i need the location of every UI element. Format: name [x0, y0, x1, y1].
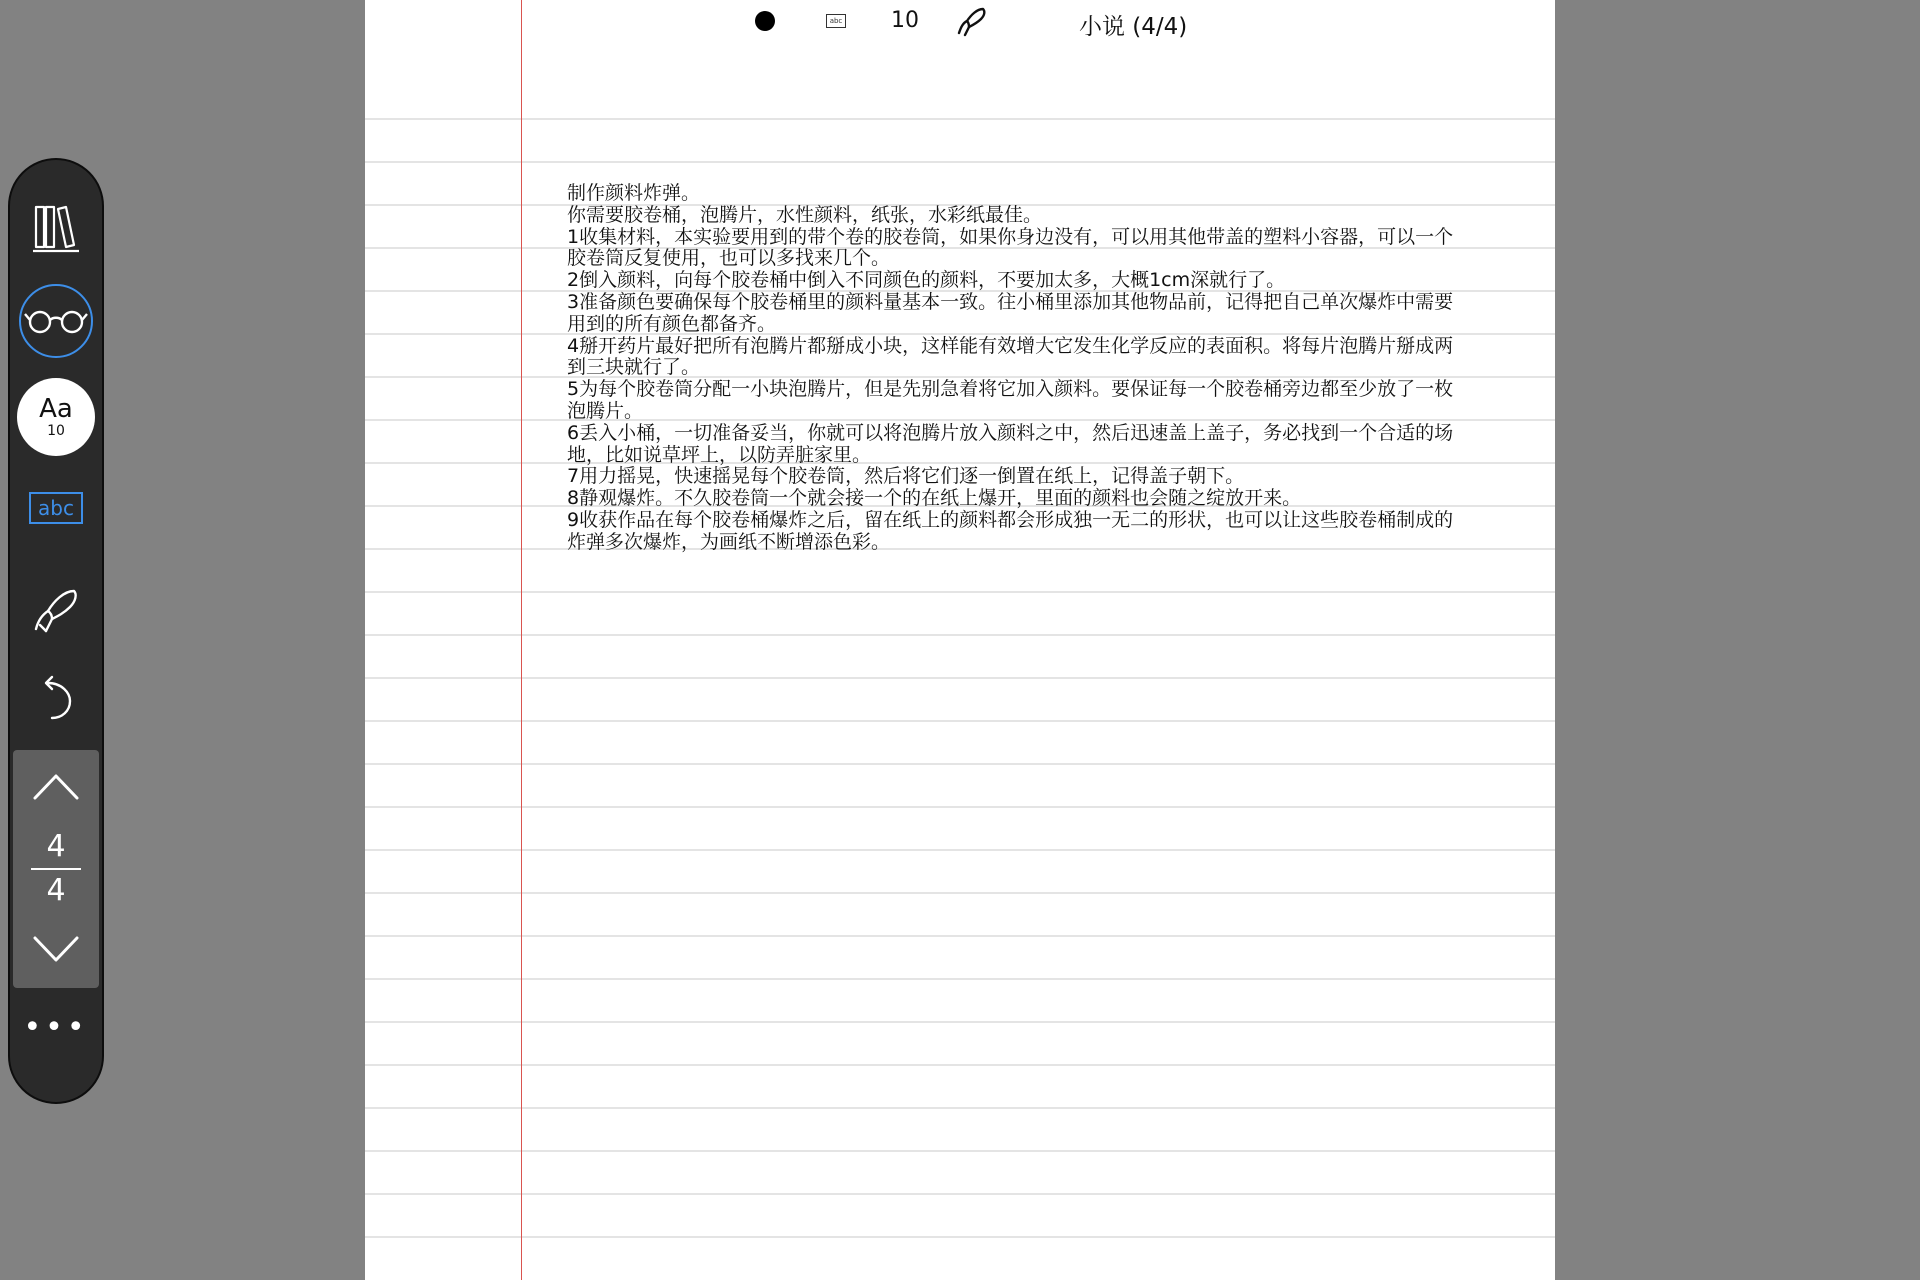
text-line: 到三块就行了。: [567, 356, 701, 379]
font-size-button[interactable]: [17, 378, 95, 456]
undo-button[interactable]: [26, 668, 86, 728]
text-line: 3准备颜色要确保每个胶卷桶里的颜料量基本一致。往小桶里添加其他物品前，记得把自己单次爆炸中需要: [567, 290, 1454, 313]
text-line: 泡腾片。: [567, 399, 644, 422]
margin-line: [521, 0, 522, 1280]
text-line: 5为每个胶卷筒分配一小块泡腾片，但是先别急着将它加入颜料。要保证每一个胶卷桶旁边都至少放了一枚: [567, 378, 1454, 401]
glasses-icon: [24, 306, 88, 336]
text-line: 制作颜料炸弹。: [567, 182, 701, 204]
text-line: 8静观爆炸。不久胶卷筒一个就会接一个的在纸上爆开，里面的颜料也会随之绽放开来。: [567, 487, 1302, 510]
pen-tool-button[interactable]: [26, 580, 86, 640]
current-page: 4: [46, 829, 66, 864]
text-line: 9收获作品在每个胶卷桶爆炸之后，留在纸上的颜料都会形成独一无二的形状，也可以让这些胶卷桶制成的: [567, 508, 1454, 531]
total-pages: 4: [46, 873, 66, 908]
font-size-status: 10: [891, 8, 919, 33]
spellcheck-button[interactable]: abc: [29, 492, 83, 524]
status-dot-icon: [755, 11, 775, 31]
font-size-label: Aa: [39, 394, 73, 424]
text-line: 你需要胶卷桶，泡腾片，水性颜料，纸张，水彩纸最佳。: [567, 203, 1043, 226]
text-line: 胶卷筒反复使用，也可以多找来几个。: [567, 247, 891, 270]
text-line: 用到的所有颜色都备齐。: [567, 312, 777, 335]
pen-icon: [30, 585, 82, 635]
status-bar: [365, 0, 1555, 44]
pen-status-icon: [955, 5, 989, 37]
page-navigator: [13, 750, 99, 988]
text-line: 7用力摇晃，快速摇晃每个胶卷筒，然后将它们逐一倒置在纸上，记得盖子朝下。: [567, 465, 1245, 488]
page-up-button[interactable]: [31, 768, 81, 808]
text-line: 炸弹多次爆炸，为画纸不断增添色彩。: [567, 530, 891, 553]
library-icon: [30, 201, 82, 255]
text-line: 6丢入小桶，一切准备妥当，你就可以将泡腾片放入颜料之中，然后迅速盖上盖子，务必找到一个合适的场: [567, 421, 1454, 444]
library-button[interactable]: [26, 198, 86, 258]
document-page: [365, 0, 1555, 1280]
text-line: 地，比如说草坪上，以防弄脏家里。: [567, 443, 872, 466]
spellcheck-status-icon: abc: [826, 14, 846, 28]
text-line: 4掰开药片最好把所有泡腾片都掰成小块，这样能有效增大它发生化学反应的表面积。将每片泡腾片掰成两: [567, 334, 1454, 357]
text-line: 1收集材料，本实验要用到的带个卷的胶卷筒，如果你身边没有，可以用其他带盖的塑料小容器，可以一个: [567, 225, 1454, 248]
page-down-button[interactable]: [31, 928, 81, 968]
document-content: [567, 183, 1507, 554]
more-options-button[interactable]: •••: [23, 1010, 89, 1045]
page-divider: [31, 868, 81, 870]
undo-icon: [36, 673, 76, 723]
font-size-value: 10: [47, 423, 65, 439]
document-title: 小说 (4/4): [1079, 14, 1188, 40]
side-toolbar: [8, 158, 104, 1104]
reading-mode-button[interactable]: [19, 284, 93, 358]
text-line: 2倒入颜料，向每个胶卷桶中倒入不同颜色的颜料，不要加太多，大概1cm深就行了。: [567, 269, 1286, 292]
